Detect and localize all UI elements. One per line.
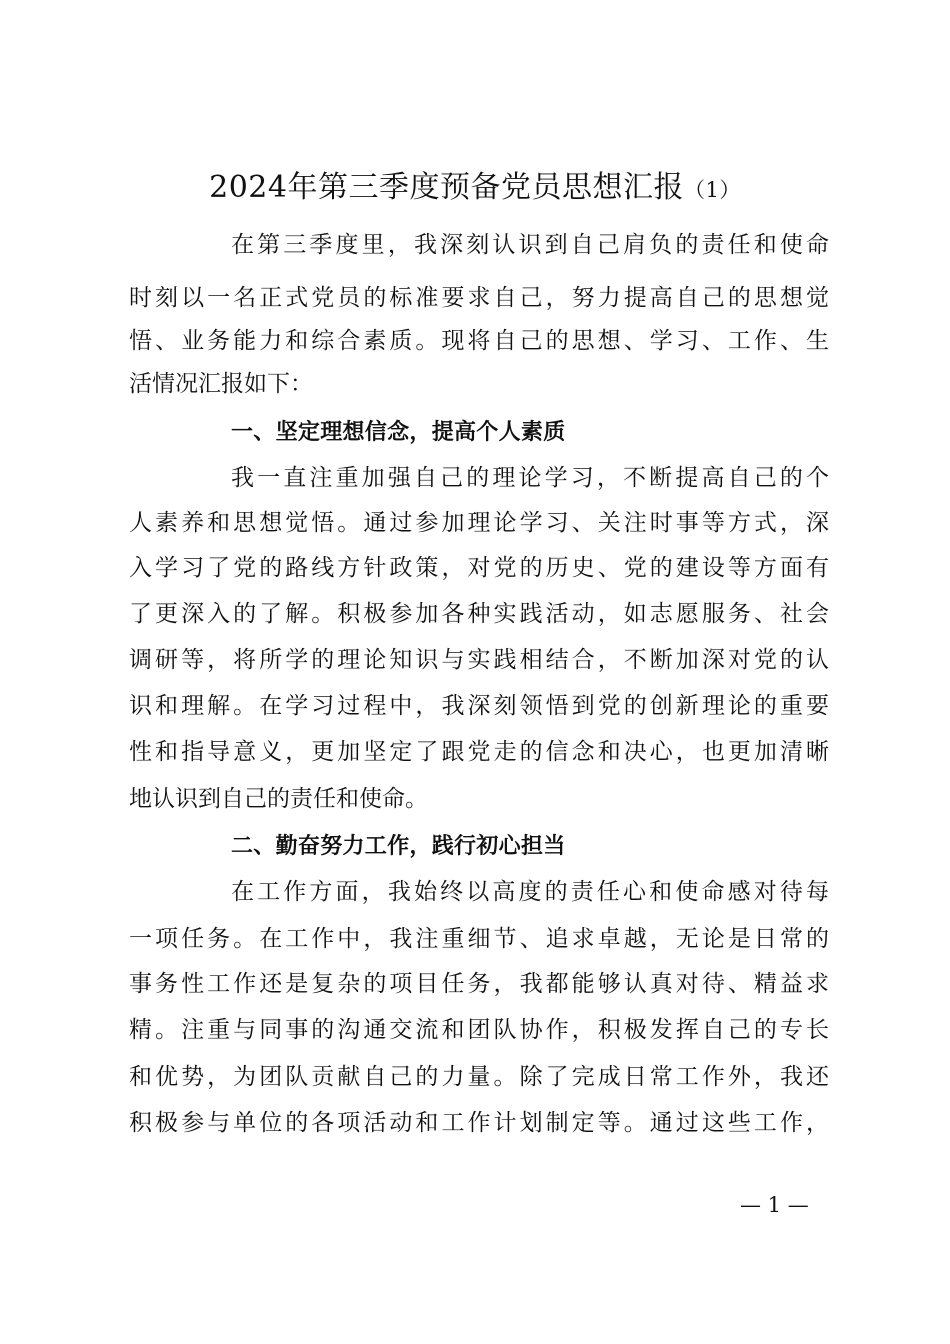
section-1-line-4: 了更深入的了解。积极参加各种实践活动，如志愿服务、社会 [129, 601, 829, 627]
intro-line-2: 时刻以一名正式党员的标准要求自己，努力提高自己的思想觉 [129, 285, 829, 311]
section-1-line-5: 调研等，将所学的理论知识与实践相结合，不断加深对党的认 [129, 647, 829, 673]
section-1-line-1: 我一直注重加强自己的理论学习，不断提高自己的个 [231, 465, 829, 491]
intro-line-1: 在第三季度里，我深刻认识到自己肩负的责任和使命 [231, 232, 829, 258]
section-2-line-2: 一项任务。在工作中，我注重细节、追求卓越，无论是日常的 [129, 926, 829, 952]
section-1-line-3: 入学习了党的路线方针政策，对党的历史、党的建设等方面有 [129, 555, 829, 581]
section-2-line-4: 精。注重与同事的沟通交流和团队协作，积极发挥自己的专长 [129, 1017, 829, 1043]
title-text: 2024年第三季度预备党员思想汇报 [209, 170, 684, 205]
document-title [0, 168, 950, 210]
section-2-heading: 二、勤奋努力工作，践行初心担当 [231, 834, 566, 859]
section-2-line-5: 和优势，为团队贡献自己的力量。除了完成日常工作外，我还 [129, 1064, 829, 1090]
section-2-line-6: 积极参与单位的各项活动和工作计划制定等。通过这些工作， [129, 1110, 829, 1136]
section-1-line-7: 性和指导意义，更加坚定了跟党走的信念和决心，也更加清晰 [129, 739, 829, 765]
section-1-line-2: 人素养和思想觉悟。通过参加理论学习、关注时事等方式，深 [129, 510, 829, 536]
section-1-heading: 一、坚定理想信念，提高个人素质 [231, 420, 566, 445]
page-number: — 1 — [740, 1193, 809, 1217]
section-2-line-3: 事务性工作还是复杂的项目任务，我都能够认真对待、精益求 [129, 971, 829, 997]
section-2-line-1: 在工作方面，我始终以高度的责任心和使命感对待每 [231, 879, 829, 905]
intro-line-4: 活情况汇报如下： [129, 371, 313, 397]
intro-line-3: 悟、业务能力和综合素质。现将自己的思想、学习、工作、生 [129, 328, 829, 354]
section-1-line-6: 识和理解。在学习过程中，我深刻领悟到党的创新理论的重要 [129, 693, 829, 719]
title-suffix: （1） [683, 178, 741, 202]
section-1-line-8: 地认识到自己的责任和使命。 [129, 786, 428, 812]
